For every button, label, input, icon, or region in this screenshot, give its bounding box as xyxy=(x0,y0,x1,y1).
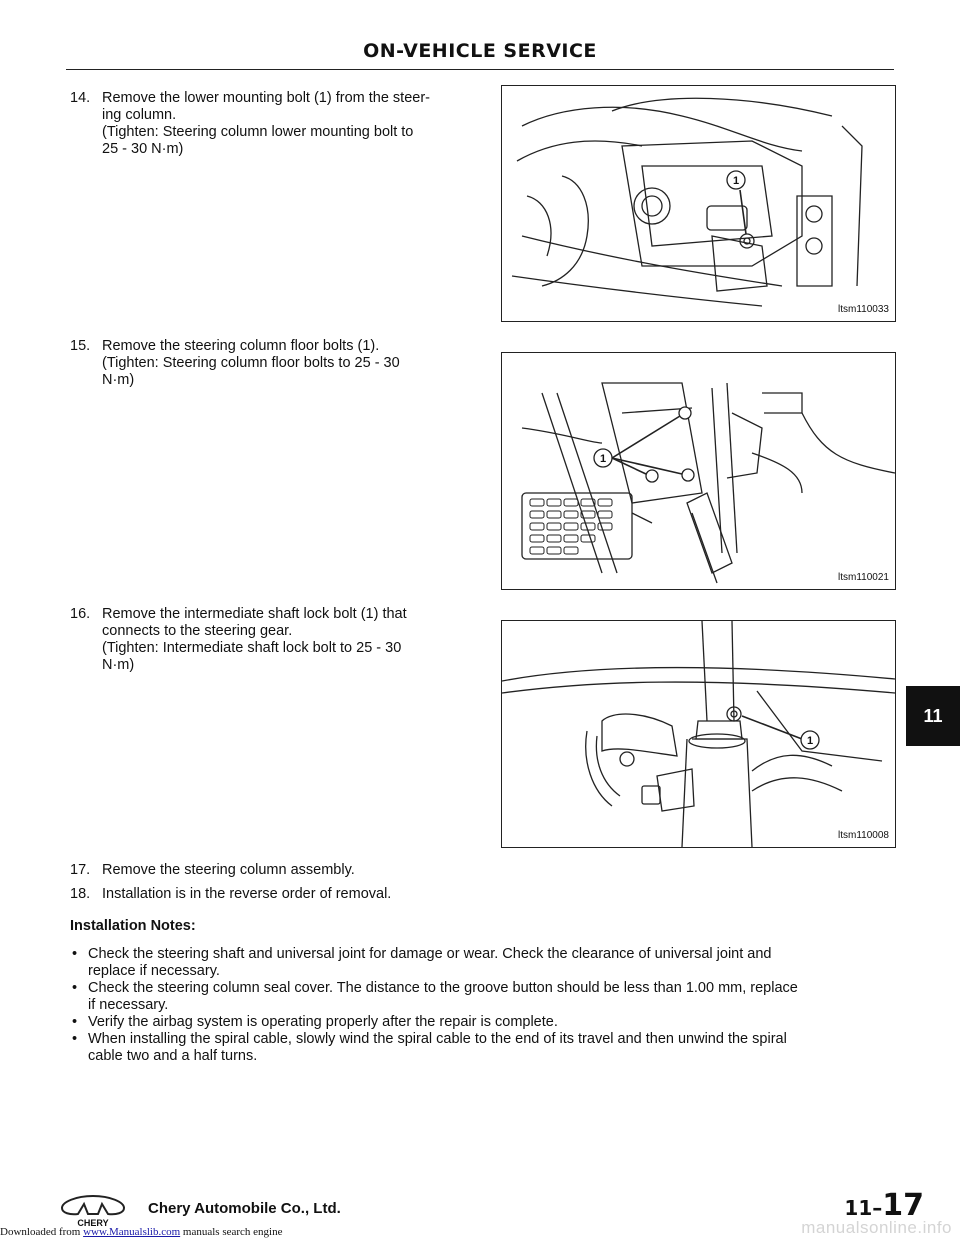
figure-steering-column-lower-bolt xyxy=(501,85,896,322)
figure-callout: 1 xyxy=(599,453,607,465)
step-text-line: ing column. xyxy=(102,107,177,123)
step-18 xyxy=(70,886,890,903)
step-number: 14. xyxy=(70,90,91,106)
footer-company-name: Chery Automobile Co., Ltd. xyxy=(148,1200,341,1217)
download-prefix: Downloaded from xyxy=(0,1226,81,1238)
note-text-line: Check the steering column seal cover. The distance to the groove button should be less than 1.00 mm, replace xyxy=(88,980,798,996)
step-text-line: 25 - 30 N·m) xyxy=(102,141,184,157)
bullet-icon: • xyxy=(72,1014,78,1030)
list-item xyxy=(70,1031,894,1065)
illustration-floor-bolts xyxy=(502,353,895,589)
step-14 xyxy=(70,90,462,158)
figure-callout: 1 xyxy=(732,175,740,187)
note-text-line: Verify the airbag system is operating properly after the repair is complete. xyxy=(88,1014,558,1030)
installation-notes-heading: Installation Notes: xyxy=(70,918,196,934)
step-text-line: (Tighten: Steering column lower mounting bolt to xyxy=(102,124,414,140)
section-tab: 11 xyxy=(906,686,960,746)
note-text-line: When installing the spiral cable, slowly wind the spiral cable to the end of its travel and then unwind the spiral xyxy=(88,1031,787,1047)
bullet-icon: • xyxy=(72,980,78,996)
step-text-line: N·m) xyxy=(102,657,135,673)
figure-caption: ltsm110021 xyxy=(838,572,889,583)
note-text-line: replace if necessary. xyxy=(88,963,220,979)
step-15 xyxy=(70,338,462,389)
step-text-line: Installation is in the reverse order of removal. xyxy=(102,886,392,902)
download-suffix: manuals search engine xyxy=(182,1226,283,1238)
step-text-line: Remove the steering column floor bolts (1). xyxy=(102,338,380,354)
illustration-lower-mounting-bolt xyxy=(502,86,895,321)
step-number: 16. xyxy=(70,606,91,622)
step-text-line: connects to the steering gear. xyxy=(102,623,293,639)
step-number: 17. xyxy=(70,862,91,878)
list-item xyxy=(70,946,894,980)
chery-logo-icon xyxy=(58,1194,128,1228)
bullet-icon: • xyxy=(72,946,78,962)
figure-steering-column-floor-bolts xyxy=(501,352,896,590)
step-17 xyxy=(70,862,890,879)
step-text-line: N·m) xyxy=(102,372,135,388)
step-text-line: Remove the lower mounting bolt (1) from the steer- xyxy=(102,90,430,106)
header-divider xyxy=(66,69,894,70)
step-text-line: (Tighten: Intermediate shaft lock bolt to 25 - 30 xyxy=(102,640,402,656)
list-item xyxy=(70,1014,894,1031)
figure-callout: 1 xyxy=(806,735,814,747)
download-source-line xyxy=(0,1226,282,1238)
installation-notes-list xyxy=(70,946,894,1065)
section-number: 11– xyxy=(844,1196,883,1220)
figure-caption: ltsm110008 xyxy=(838,830,889,841)
note-text-line: if necessary. xyxy=(88,997,169,1013)
step-number: 18. xyxy=(70,886,91,902)
manualslib-link[interactable]: www.Manualslib.com xyxy=(83,1226,181,1238)
note-text-line: cable two and a half turns. xyxy=(88,1048,258,1064)
bullet-icon: • xyxy=(72,1031,78,1047)
page-header-title: ON-VEHICLE SERVICE xyxy=(363,40,597,62)
step-16 xyxy=(70,606,462,674)
step-text-line: Remove the steering column assembly. xyxy=(102,862,355,878)
figure-intermediate-shaft-lock-bolt xyxy=(501,620,896,848)
illustration-intermediate-shaft-bolt xyxy=(502,621,895,847)
logo-text: CHERY xyxy=(77,1218,109,1228)
step-text-line: Remove the intermediate shaft lock bolt (1) that xyxy=(102,606,407,622)
note-text-line: Check the steering shaft and universal joint for damage or wear. Check the clearance of universal joint and xyxy=(88,946,772,962)
page-number-value: 17 xyxy=(882,1188,924,1223)
list-item xyxy=(70,980,894,1014)
step-number: 15. xyxy=(70,338,91,354)
watermark: manualsonline.info xyxy=(801,1218,952,1237)
step-text-line: (Tighten: Steering column floor bolts to 25 - 30 xyxy=(102,355,400,371)
figure-caption: ltsm110033 xyxy=(838,304,889,315)
